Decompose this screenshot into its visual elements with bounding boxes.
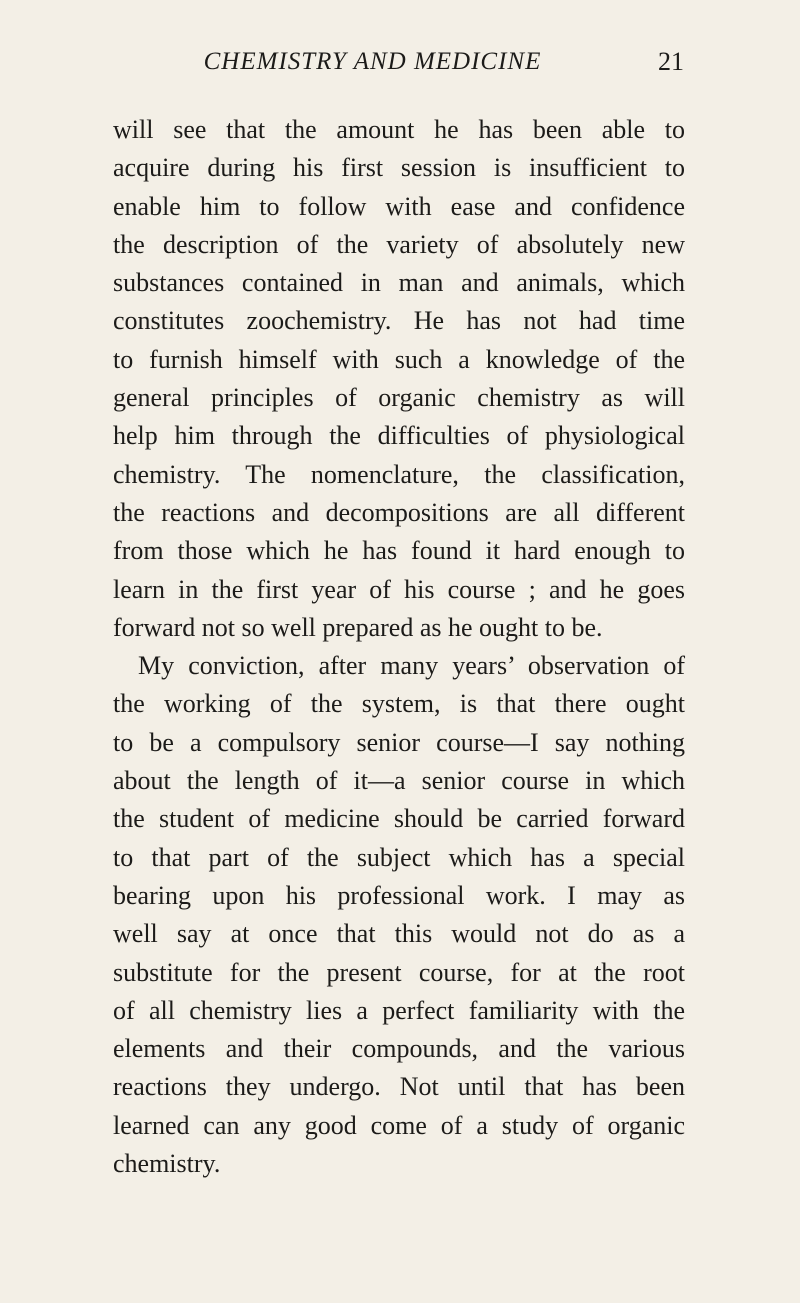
text-line: learn in the first year of his course ; and he goes [113, 574, 685, 604]
text-line: of all chemistry lies a perfect familiarity with the [113, 995, 685, 1025]
text-line: chemistry. [113, 1149, 221, 1179]
text-line: to that part of the subject which has a special [113, 842, 685, 872]
text-line: will see that the amount he has been able to [113, 115, 685, 144]
text-line: elements and their compounds, and the various [113, 1034, 685, 1064]
text-line: the reactions and decompositions are all different [113, 497, 685, 527]
text-line: forward not so well prepared as he ought to be. [113, 612, 603, 642]
text-line: to be a compulsory senior course—I say nothing [113, 727, 685, 757]
body-text [113, 111, 685, 1183]
text-line: well say at once that this would not do as a [113, 919, 685, 949]
text-line: to furnish himself with such a knowledge of the [113, 344, 685, 374]
running-title: CHEMISTRY AND MEDICINE [203, 48, 542, 75]
paragraph-start-line: My conviction, after many years’ observation of [138, 651, 685, 681]
text-line: the working of the system, is that there ought [113, 689, 685, 719]
text-line: learned can any good come of a study of organic [113, 1110, 685, 1140]
text-line: constitutes zoochemistry. He has not had time [113, 306, 685, 336]
text-line: substances contained in man and animals, which [113, 268, 685, 298]
text-line: about the length of it—a senior course in which [113, 766, 685, 796]
text-line: enable him to follow with ease and confidence [113, 191, 685, 221]
text-line: the student of medicine should be carried forward [113, 804, 685, 834]
text-line: substitute for the present course, for at the root [113, 957, 685, 987]
text-line: the description of the variety of absolutely new [113, 229, 685, 259]
text-line: help him through the difficulties of physiological [113, 421, 685, 451]
text-line: bearing upon his professional work. I may as [113, 880, 685, 910]
text-line: reactions they undergo. Not until that has been [113, 1072, 685, 1102]
page-number: 21 [658, 47, 684, 76]
text-line: acquire during his first session is insufficient to [113, 153, 685, 183]
text-line: from those which he has found it hard enough to [113, 536, 685, 566]
text-line: general principles of organic chemistry as will [113, 383, 685, 413]
text-line: chemistry. The nomenclature, the classification, [113, 459, 685, 489]
